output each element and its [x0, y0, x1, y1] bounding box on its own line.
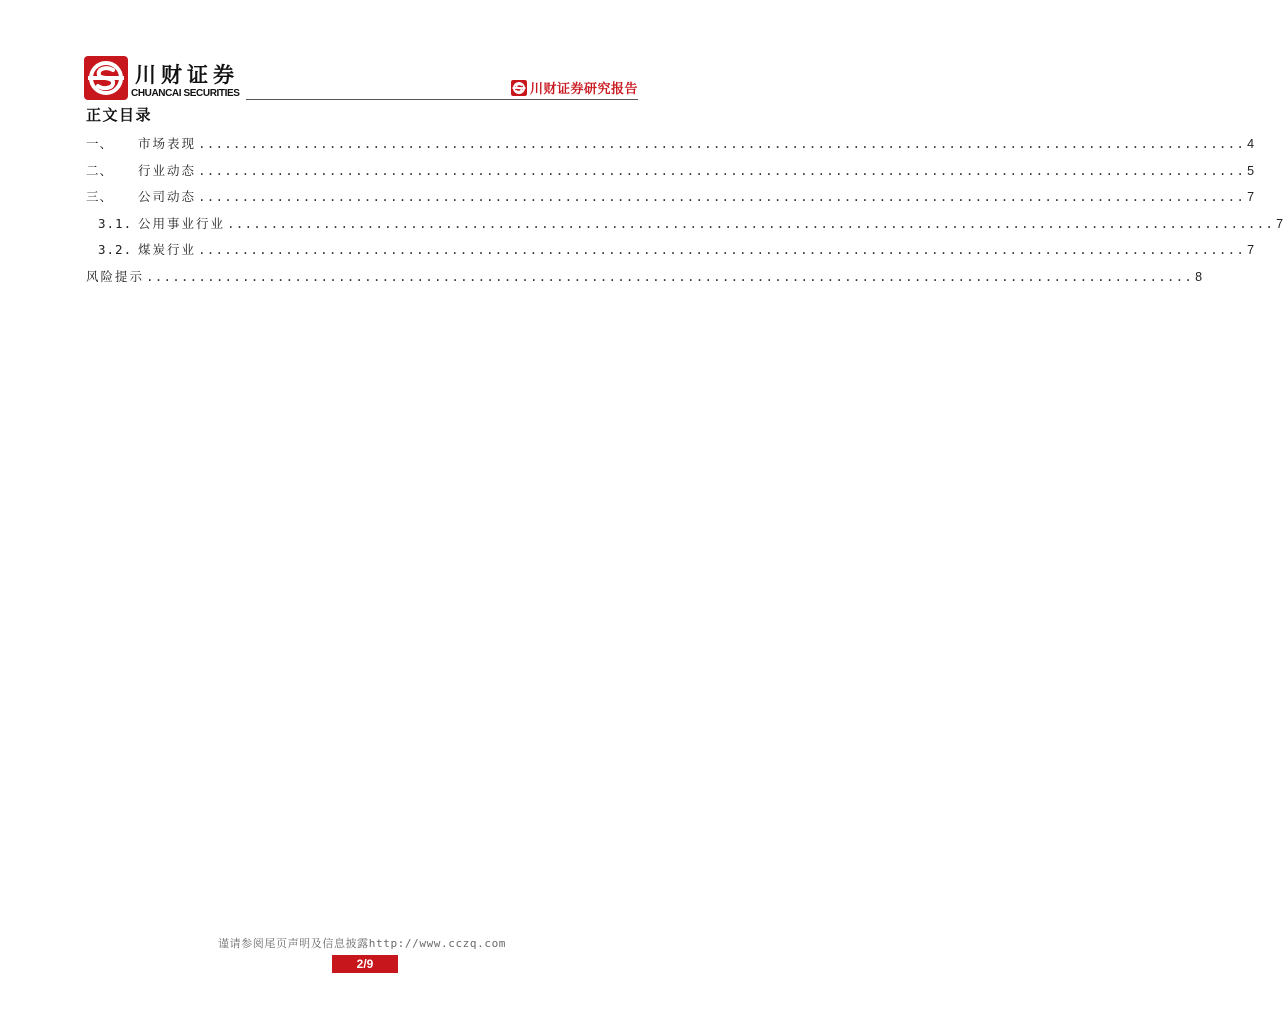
toc-entry-page: 7 [1247, 190, 1255, 205]
toc-entry-number: 3.2. [98, 242, 133, 258]
toc-title: 正文目录 [86, 106, 153, 124]
toc-dot-leader: ........................................................................................................................ [227, 215, 1275, 231]
toc-entry[interactable] [86, 134, 1255, 161]
logo-english-name: CHUANCAI SECURITIES [131, 88, 240, 99]
toc-entry-number: 三、 [86, 189, 114, 205]
toc-entry-label: 风险提示 [86, 268, 145, 284]
toc-entry-label: 市场表现 [138, 136, 197, 151]
toc-entry-label: 公用事业行业 [138, 215, 226, 231]
toc-dot-leader: ........................................................................................................................ [146, 268, 1194, 284]
chuancai-small-logo-icon [511, 80, 527, 96]
toc-entry-number: 3.1. [98, 215, 133, 231]
toc-entry-page: 4 [1247, 137, 1255, 151]
toc-entry-page: 7 [1247, 243, 1255, 258]
report-tag-text: 川财证券研究报告 [529, 82, 638, 97]
toc-dot-leader: ........................................................................................................................ [198, 189, 1246, 205]
toc-entry-label: 公司动态 [138, 189, 197, 205]
toc-entry-number: 二、 [86, 162, 114, 178]
toc-entry[interactable] [86, 267, 1203, 294]
page-indicator: 2/9 [332, 955, 398, 973]
toc-entry-page: 5 [1247, 163, 1255, 178]
company-logo [84, 56, 244, 102]
toc-list [86, 134, 1283, 294]
footer-disclaimer: 谨请参阅尾页声明及信息披露http://www.cczq.com [217, 937, 507, 950]
toc-entry-label: 行业动态 [138, 162, 197, 178]
toc-entry-number: 一、 [86, 136, 114, 151]
toc-entry-page: 7 [1276, 216, 1283, 231]
logo-chinese-name: 川财证券 [135, 63, 239, 87]
toc-entry[interactable] [86, 187, 1255, 214]
chuancai-logo-icon [84, 56, 128, 100]
toc-entry-label: 煤炭行业 [138, 242, 197, 258]
toc-entry[interactable] [86, 161, 1255, 188]
header-divider [246, 99, 638, 100]
toc-dot-leader: ........................................................................................................................ [198, 162, 1246, 178]
toc-dot-leader: ........................................................................................................................ [198, 242, 1246, 258]
toc-dot-leader: ........................................................................................................................ [198, 136, 1246, 151]
toc-subentry[interactable] [86, 240, 1255, 267]
toc-subentry[interactable] [86, 214, 1283, 241]
toc-entry-page: 8 [1195, 269, 1203, 284]
report-tag [511, 78, 638, 97]
